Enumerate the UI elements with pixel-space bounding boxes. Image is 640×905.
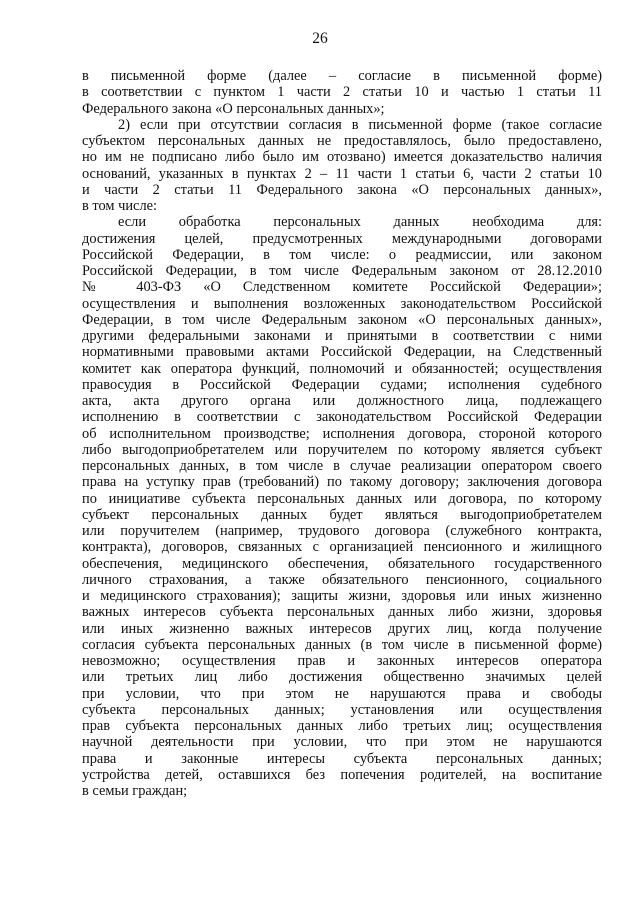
- text-line: правосудия в Российской Федерации судами; исполнения судебного: [82, 376, 602, 393]
- text-line: но им не подписано либо было им отозвано) имеется доказательство наличия: [82, 149, 602, 166]
- text-line: акта, акта другого органа или должностного лица, подлежащего: [82, 393, 602, 409]
- text-line: № 403-ФЗ «О Следственном комитете Российской Федерации»;: [82, 279, 602, 296]
- paragraph: [82, 214, 602, 799]
- text-line: Российской Федерации, в том числе Федеральным законом от 28.12.2010: [82, 263, 602, 279]
- text-line: субъект персональных данных будет являться выгодоприобретателем: [82, 506, 602, 523]
- paragraph: [82, 68, 602, 117]
- text-line: либо выгодоприобретателем или поручителем по которому является субъект: [82, 441, 602, 458]
- text-line: в письменной форме (далее – согласие в письменной форме): [82, 68, 602, 84]
- text-line: контракта), договоров, связанных с организацией пенсионного и жилищного: [82, 539, 602, 556]
- text-line: 2) если при отсутствии согласия в письменной форме (такое согласие: [118, 116, 602, 133]
- document-body: [82, 68, 602, 799]
- text-line: оснований, указанных в пунктах 2 – 11 части 1 статьи 6, части 2 статьи 10: [82, 165, 602, 182]
- text-line: Федерации, в том числе Федеральным законом «О персональных данных»,: [82, 311, 602, 328]
- text-line: согласия субъекта персональных данных (в том числе в письменной форме): [82, 636, 602, 653]
- text-line: права на уступку прав (требований) по такому договору; заключения договора: [82, 474, 602, 491]
- text-line: и части 2 статьи 11 Федерального закона «О персональных данных»,: [82, 181, 602, 198]
- text-line: научной деятельности при условии, что при этом не нарушаются: [82, 734, 602, 751]
- text-line: или поручителем (например, трудового договора (служебного контракта,: [82, 523, 602, 539]
- page-number: 26: [312, 30, 328, 47]
- text-line: персональных данных, в том числе в случае реализации оператором своего: [82, 458, 602, 474]
- paragraph: [82, 117, 602, 215]
- text-line: и медицинского страхования); защиты жизни, здоровья или иных жизненно: [82, 588, 602, 604]
- text-line: по инициативе субъекта персональных данных или договора, по которому: [82, 490, 602, 507]
- text-line: субъектом персональных данных не предоставлялось, было предоставлено,: [82, 133, 602, 149]
- text-line: другими федеральными законами и принятыми в соответствии с ними: [82, 328, 602, 344]
- text-line: или третьих лиц либо достижения общественно значимых целей: [82, 669, 602, 686]
- text-line: права и законные интересы субъекта персональных данных;: [82, 750, 602, 767]
- text-line: если обработка персональных данных необходима для:: [118, 214, 602, 231]
- text-line: важных интересов субъекта персональных данных либо жизни, здоровья: [82, 604, 602, 621]
- text-line: личного страхования, а также обязательного пенсионного, социального: [82, 571, 602, 588]
- text-line: в соответствии с пунктом 1 части 2 статьи 10 и частью 1 статьи 11: [82, 84, 602, 101]
- text-line: прав субъекта персональных данных либо третьих лиц; осуществления: [82, 718, 602, 734]
- text-line: в том числе:: [82, 198, 158, 214]
- text-line: или иных жизненно важных интересов других лиц, когда получение: [82, 620, 602, 637]
- text-line: устройства детей, оставшихся без попечения родителей, на воспитание: [82, 766, 602, 783]
- text-line: исполнению в соответствии с законодательством Российской Федерации: [82, 409, 602, 426]
- text-line: при условии, что при этом не нарушаются права и свободы: [82, 685, 602, 702]
- text-line: нормативными правовыми актами Российской Федерации, на Следственный: [82, 344, 602, 361]
- text-line: осуществления и выполнения возложенных законодательством Российской: [82, 295, 602, 312]
- text-line: в семьи граждан;: [82, 783, 188, 799]
- text-line: невозможно; осуществления прав и законных интересов оператора: [82, 653, 602, 669]
- text-line: достижения целей, предусмотренных международными договорами: [82, 230, 602, 247]
- text-line: обеспечения, медицинского обеспечения, обязательного государственного: [82, 555, 602, 572]
- text-line: Федерального закона «О персональных данных»;: [82, 100, 385, 117]
- text-line: Российской Федерации, в том числе: о реадмиссии, или законом: [82, 246, 602, 263]
- text-line: субъекта персональных данных; установления или осуществления: [82, 701, 602, 718]
- text-line: комитет как оператора функций, полномочий и обязанностей; осуществления: [82, 360, 602, 377]
- text-line: об исполнительном производстве; исполнения договора, стороной которого: [82, 425, 602, 442]
